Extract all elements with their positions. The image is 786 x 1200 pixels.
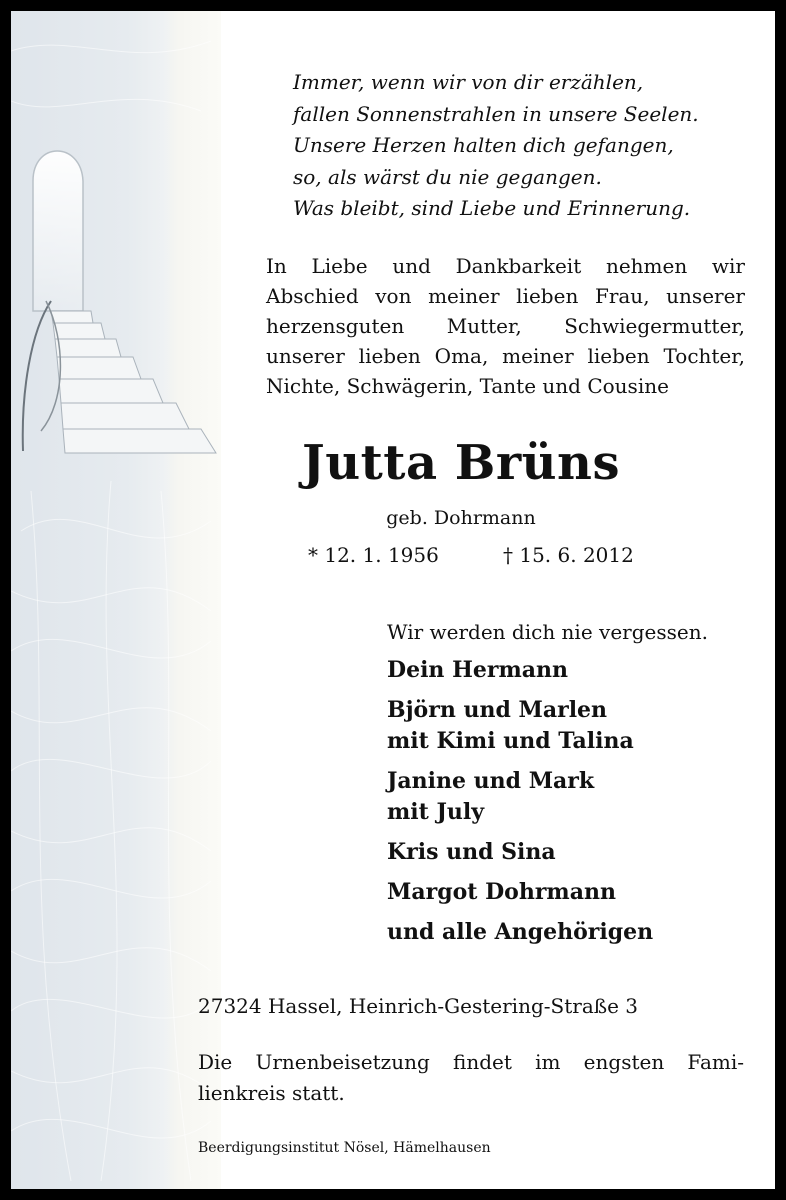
- undertaker: Beerdigungsinstitut Nösel, Hämelhausen: [198, 1140, 491, 1156]
- mourner-group: [387, 837, 767, 868]
- intro-line: In Liebe und Dankbarkeit nehmen wir: [266, 254, 745, 278]
- intro-line: herzensguten Mutter, Schwiegermutter,: [266, 314, 745, 338]
- mourner-line: Dein Hermann: [387, 657, 568, 683]
- mourner-group: [387, 655, 767, 686]
- mourner-line: Margot Dohrmann: [387, 879, 616, 905]
- poem: [293, 67, 773, 225]
- staircase-illustration: [11, 11, 221, 1189]
- death-date: † 15. 6. 2012: [503, 543, 634, 567]
- mourner-group: [387, 917, 767, 948]
- birth-name: geb. Dohrmann: [386, 507, 536, 529]
- poem-line: Was bleibt, sind Liebe und Erinnerung.: [293, 196, 691, 220]
- poem-line: Immer, wenn wir von dir erzählen,: [293, 70, 644, 94]
- mourners-lead: Wir werden dich nie vergessen.: [387, 620, 708, 644]
- mourner-line: mit July: [387, 799, 485, 825]
- burial-note: [198, 1047, 744, 1109]
- deceased-name: Jutta Brüns: [302, 435, 620, 491]
- burial-line: lienkreis statt.: [198, 1081, 345, 1105]
- intro-line: unserer lieben Oma, meiner lieben Tochter,: [266, 344, 745, 368]
- mourner-group: [387, 766, 767, 828]
- staircase-graphic: [11, 11, 221, 1189]
- poem-line: Unsere Herzen halten dich gefangen,: [293, 133, 674, 157]
- poem-line: so, als wärst du nie gegangen.: [293, 164, 602, 189]
- mourners-block: [387, 617, 767, 957]
- mourner-group: [387, 695, 767, 757]
- mourner-group: [387, 877, 767, 908]
- birth-date: * 12. 1. 1956: [308, 543, 439, 567]
- intro-line: Nichte, Schwägerin, Tante und Cousine: [266, 374, 669, 398]
- address: 27324 Hassel, Heinrich-Gestering-Straße 3: [198, 994, 639, 1018]
- mourner-line: Janine und Mark: [387, 768, 595, 794]
- intro-text: [266, 251, 745, 401]
- burial-line: Die Urnenbeisetzung findet im engsten Fami-: [198, 1050, 744, 1074]
- mourner-line: und alle Angehörigen: [387, 919, 654, 945]
- mourner-line: mit Kimi und Talina: [387, 728, 634, 754]
- mourner-line: Björn und Marlen: [387, 697, 608, 723]
- poem-line: fallen Sonnenstrahlen in unsere Seelen.: [293, 101, 699, 126]
- mourner-line: Kris und Sina: [387, 839, 556, 865]
- intro-line: Abschied von meiner lieben Frau, unserer: [266, 284, 745, 308]
